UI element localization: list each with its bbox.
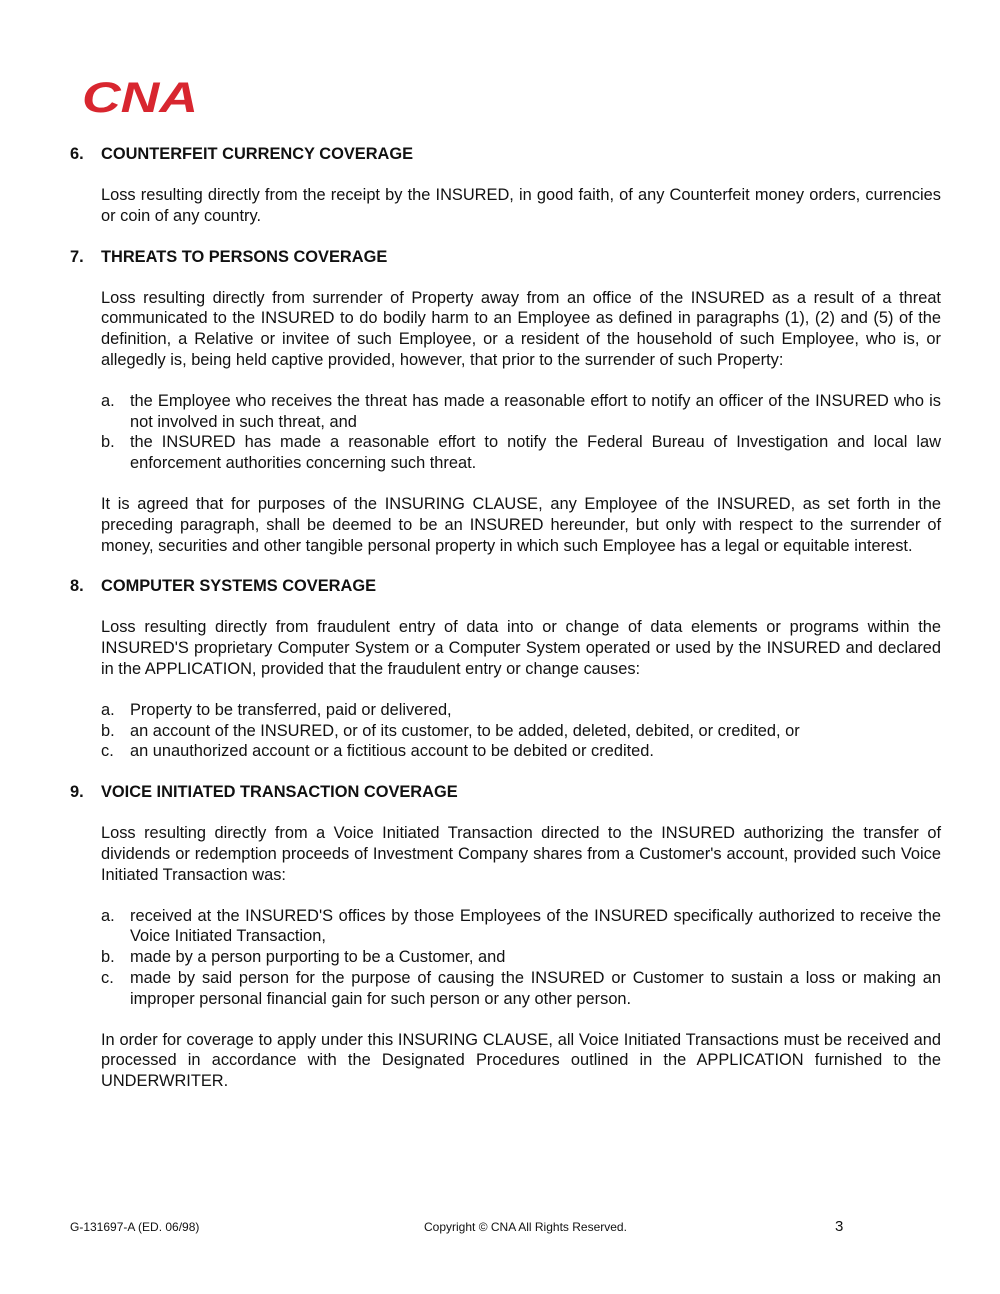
list-item xyxy=(101,432,941,474)
list-item-text: Property to be transferred, paid or delivered, xyxy=(130,700,452,719)
list-item-label: c. xyxy=(101,742,114,761)
section-voice-initiated-transaction xyxy=(70,782,941,1092)
document-body xyxy=(70,144,941,1112)
form-number: G-131697-A (ED. 06/98) xyxy=(70,1220,200,1234)
list-item xyxy=(101,391,941,433)
section-number: 8. xyxy=(70,577,84,596)
section-intro: Loss resulting directly from surrender of Property away from an office of the INSURED as a result of a threat communicated to the INSURED to do bodily harm to an Employee as defined in paragraphs (1), (2) and (5) of the definition, a Relative or invitee of such Employee, or a resident of the household of such Employee, who is, or allegedly is, being held captive provided, however, that prior to the surrender of such Property: xyxy=(101,288,941,369)
list-item-text: an unauthorized account or a fictitious account to be debited or credited. xyxy=(130,742,654,761)
section-title: COUNTERFEIT CURRENCY COVERAGE xyxy=(101,145,414,163)
section-title: COMPUTER SYSTEMS COVERAGE xyxy=(101,577,377,596)
section-heading xyxy=(70,576,941,597)
list-item-text: made by said person for the purpose of causing the INSURED or Customer to sustain a loss or making an improper personal financial gain for such person or any other person. xyxy=(130,968,941,1008)
list-item-label: b. xyxy=(101,948,115,967)
list-item-label: a. xyxy=(101,906,115,925)
section-intro: Loss resulting directly from the receipt by the INSURED, in good faith, of any Counterfeit money orders, currencies or coin of any country. xyxy=(101,186,941,225)
list-item-text: made by a person purporting to be a Customer, and xyxy=(130,948,506,967)
section-intro: Loss resulting directly from fraudulent entry of data into or change of data elements or programs within the INSURED'S proprietary Computer System or a Computer System operated or used by the INSURED and declared in the APPLICATION, provided that the fraudulent entry or change causes: xyxy=(101,618,941,678)
list-item xyxy=(101,947,941,968)
section-closing: In order for coverage to apply under this INSURING CLAUSE, all Voice Initiated Transactions must be received and processed in accordance with the Designated Procedures outlined in the APPLICATION furnished to the UNDERWRITER. xyxy=(101,1030,941,1091)
section-title: VOICE INITIATED TRANSACTION COVERAGE xyxy=(101,783,458,802)
list-item-text: an account of the INSURED, or of its customer, to be added, deleted, debited, or credited, or xyxy=(130,721,800,740)
list-item xyxy=(101,906,941,948)
section-computer-systems xyxy=(70,576,941,762)
section-threats-to-persons xyxy=(70,247,941,557)
condition-list xyxy=(101,906,941,1010)
list-item-label: c. xyxy=(101,968,114,987)
list-item-label: b. xyxy=(101,433,115,452)
section-intro: Loss resulting directly from a Voice Initiated Transaction directed to the INSURED authorizing the transfer of dividends or redemption proceeds of Investment Company shares from a Customer's account, provided such Voice Initiated Transaction was: xyxy=(101,824,941,884)
list-item xyxy=(101,700,941,721)
svg-text:CNA: CNA xyxy=(82,76,198,116)
list-item-text: received at the INSURED'S offices by those Employees of the INSURED specifically authorized to receive the Voice Initiated Transaction, xyxy=(130,906,941,946)
condition-list xyxy=(101,391,941,474)
list-item-text: the INSURED has made a reasonable effort to notify the Federal Bureau of Investigation and local law enforcement authorities concerning such threat. xyxy=(130,433,941,473)
list-item-text: the Employee who receives the threat has made a reasonable effort to notify an officer of the INSURED who is not involved in such threat, and xyxy=(130,391,941,431)
section-heading xyxy=(70,782,941,803)
section-number: 9. xyxy=(70,783,84,802)
section-title: THREATS TO PERSONS COVERAGE xyxy=(101,247,388,266)
cna-logo xyxy=(80,76,200,116)
section-heading xyxy=(70,144,941,165)
section-counterfeit-currency xyxy=(70,144,941,227)
section-number: 6. xyxy=(70,145,84,163)
section-heading xyxy=(70,247,941,268)
page-footer xyxy=(0,1218,1000,1238)
list-item xyxy=(101,741,941,762)
list-item xyxy=(101,968,941,1010)
page-number: 3 xyxy=(835,1218,844,1235)
condition-list xyxy=(101,700,941,762)
list-item-label: a. xyxy=(101,700,115,719)
section-number: 7. xyxy=(70,247,84,266)
copyright-notice: Copyright © CNA All Rights Reserved. xyxy=(424,1220,627,1234)
list-item xyxy=(101,721,941,742)
list-item-label: a. xyxy=(101,391,115,410)
section-closing: It is agreed that for purposes of the INSURING CLAUSE, any Employee of the INSURED, as set forth in the preceding paragraph, shall be deemed to be an INSURED hereunder, but only with respect to the surrender of money, securities and other tangible personal property in which such Employee has a legal or equitable interest. xyxy=(101,494,941,555)
list-item-label: b. xyxy=(101,721,115,740)
